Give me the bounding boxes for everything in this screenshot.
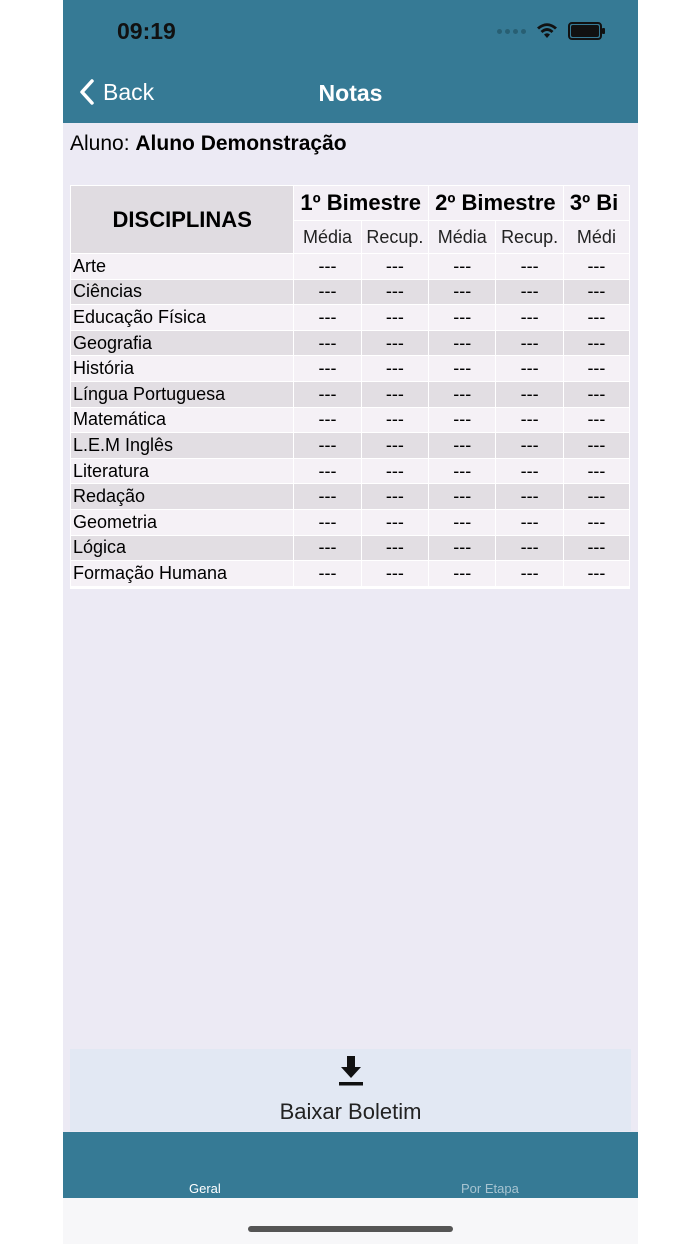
disciplines-header: DISCIPLINAS bbox=[71, 186, 294, 254]
grade-cell: --- bbox=[563, 254, 629, 280]
download-label: Baixar Boletim bbox=[279, 1099, 422, 1124]
grade-cell: --- bbox=[361, 279, 429, 305]
battery-icon bbox=[568, 22, 602, 40]
grade-cell: --- bbox=[361, 407, 429, 433]
grade-cell: --- bbox=[496, 330, 564, 356]
grade-cell: --- bbox=[563, 279, 629, 305]
table-row bbox=[71, 484, 630, 510]
grade-cell: --- bbox=[294, 484, 361, 510]
discipline-name: Ciências bbox=[71, 279, 294, 305]
grade-cell: --- bbox=[496, 407, 564, 433]
period-header: 1º Bimestre bbox=[294, 186, 429, 221]
grade-cell: --- bbox=[496, 535, 564, 561]
discipline-name: Educação Física bbox=[71, 305, 294, 331]
grade-cell: --- bbox=[294, 254, 361, 280]
grade-cell: --- bbox=[294, 535, 361, 561]
tab-por-etapa[interactable]: Por Etapa bbox=[461, 1181, 519, 1196]
grade-cell: --- bbox=[563, 305, 629, 331]
grade-cell: --- bbox=[361, 356, 429, 382]
student-name: Aluno Demonstração bbox=[135, 132, 347, 155]
grade-cell: --- bbox=[429, 279, 496, 305]
column-header: Médi bbox=[563, 221, 629, 254]
grade-cell: --- bbox=[563, 356, 629, 382]
grade-cell: --- bbox=[429, 561, 496, 587]
grade-cell: --- bbox=[496, 356, 564, 382]
grade-cell: --- bbox=[429, 330, 496, 356]
wifi-icon bbox=[536, 22, 558, 40]
grade-cell: --- bbox=[496, 561, 564, 587]
grade-cell: --- bbox=[294, 458, 361, 484]
grade-cell: --- bbox=[563, 561, 629, 587]
period-header: 3º Bi bbox=[563, 186, 629, 221]
page-title: Notas bbox=[318, 80, 383, 106]
grade-cell: --- bbox=[361, 509, 429, 535]
column-header: Recup. bbox=[496, 221, 564, 254]
home-area bbox=[63, 1198, 638, 1244]
discipline-name: Lógica bbox=[71, 535, 294, 561]
grade-cell: --- bbox=[294, 433, 361, 459]
cellular-signal-icon bbox=[497, 29, 526, 34]
grade-cell: --- bbox=[496, 279, 564, 305]
discipline-name: Geografia bbox=[71, 330, 294, 356]
grade-cell: --- bbox=[563, 458, 629, 484]
grade-cell: --- bbox=[429, 458, 496, 484]
grade-cell: --- bbox=[294, 305, 361, 331]
grade-cell: --- bbox=[496, 433, 564, 459]
period-header: 2º Bimestre bbox=[429, 186, 564, 221]
table-row bbox=[71, 433, 630, 459]
discipline-name: Arte bbox=[71, 254, 294, 280]
grade-cell: --- bbox=[429, 356, 496, 382]
grade-cell: --- bbox=[429, 381, 496, 407]
app-screen bbox=[63, 0, 638, 1244]
download-report-button[interactable] bbox=[70, 1049, 631, 1131]
grade-cell: --- bbox=[429, 407, 496, 433]
table-row bbox=[71, 279, 630, 305]
tab-bar bbox=[63, 1132, 638, 1198]
grade-cell: --- bbox=[361, 254, 429, 280]
grade-cell: --- bbox=[294, 561, 361, 587]
grade-cell: --- bbox=[496, 305, 564, 331]
grade-cell: --- bbox=[361, 433, 429, 459]
grade-cell: --- bbox=[496, 458, 564, 484]
discipline-name: Formação Humana bbox=[71, 561, 294, 587]
grade-cell: --- bbox=[294, 509, 361, 535]
discipline-name: Literatura bbox=[71, 458, 294, 484]
grade-cell: --- bbox=[361, 330, 429, 356]
column-header: Média bbox=[429, 221, 496, 254]
status-time: 09:19 bbox=[117, 18, 176, 44]
grade-cell: --- bbox=[429, 305, 496, 331]
status-icons bbox=[497, 22, 602, 40]
grade-cell: --- bbox=[429, 433, 496, 459]
table-row bbox=[71, 254, 630, 280]
discipline-name: L.E.M Inglês bbox=[71, 433, 294, 459]
grades-table bbox=[70, 185, 630, 587]
grade-cell: --- bbox=[563, 509, 629, 535]
grade-cell: --- bbox=[496, 254, 564, 280]
grade-cell: --- bbox=[429, 509, 496, 535]
table-row bbox=[71, 509, 630, 535]
grade-cell: --- bbox=[361, 535, 429, 561]
grade-cell: --- bbox=[294, 407, 361, 433]
table-row bbox=[71, 381, 630, 407]
grade-cell: --- bbox=[361, 458, 429, 484]
column-header: Recup. bbox=[361, 221, 429, 254]
grade-cell: --- bbox=[361, 484, 429, 510]
grade-cell: --- bbox=[563, 381, 629, 407]
table-row bbox=[71, 305, 630, 331]
discipline-name: Geometria bbox=[71, 509, 294, 535]
grade-cell: --- bbox=[496, 509, 564, 535]
download-icon bbox=[338, 1055, 364, 1087]
student-line bbox=[70, 132, 347, 156]
table-row bbox=[71, 535, 630, 561]
grade-cell: --- bbox=[496, 381, 564, 407]
grade-cell: --- bbox=[294, 279, 361, 305]
discipline-name: Redação bbox=[71, 484, 294, 510]
grade-cell: --- bbox=[429, 535, 496, 561]
discipline-name: Língua Portuguesa bbox=[71, 381, 294, 407]
table-row bbox=[71, 407, 630, 433]
grade-cell: --- bbox=[361, 305, 429, 331]
home-indicator[interactable] bbox=[248, 1226, 453, 1232]
table-row bbox=[71, 356, 630, 382]
grade-cell: --- bbox=[294, 330, 361, 356]
grade-cell: --- bbox=[361, 381, 429, 407]
grades-table-scroll[interactable] bbox=[70, 185, 630, 589]
discipline-name: História bbox=[71, 356, 294, 382]
grade-cell: --- bbox=[294, 356, 361, 382]
grade-cell: --- bbox=[563, 407, 629, 433]
grade-cell: --- bbox=[563, 484, 629, 510]
back-label: Back bbox=[103, 78, 155, 105]
student-label: Aluno: bbox=[70, 132, 130, 155]
grade-cell: --- bbox=[361, 561, 429, 587]
grades-body bbox=[71, 254, 630, 587]
table-row bbox=[71, 458, 630, 484]
column-header: Média bbox=[294, 221, 361, 254]
navigation-header bbox=[63, 0, 638, 123]
table-row bbox=[71, 561, 630, 587]
table-row bbox=[71, 330, 630, 356]
grade-cell: --- bbox=[563, 535, 629, 561]
tab-geral[interactable]: Geral bbox=[189, 1181, 221, 1196]
grade-cell: --- bbox=[429, 254, 496, 280]
grade-cell: --- bbox=[496, 484, 564, 510]
grade-cell: --- bbox=[563, 433, 629, 459]
grade-cell: --- bbox=[563, 330, 629, 356]
grade-cell: --- bbox=[294, 381, 361, 407]
grade-cell: --- bbox=[429, 484, 496, 510]
discipline-name: Matemática bbox=[71, 407, 294, 433]
